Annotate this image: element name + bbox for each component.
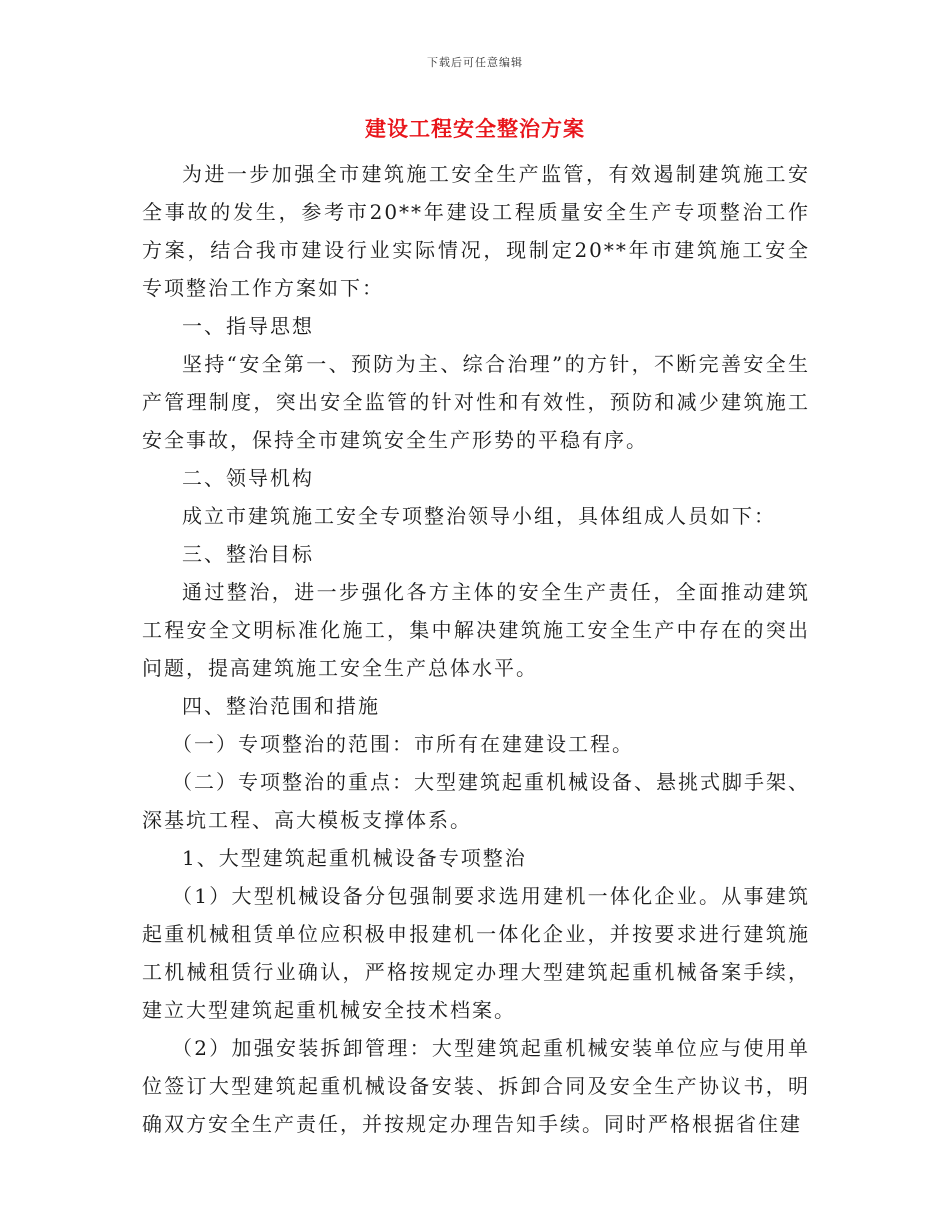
section-heading-goals: 三、整治目标: [182, 542, 314, 566]
page-header-note: 下载后可任意编辑: [427, 56, 523, 69]
document-body: [142, 155, 810, 1143]
paragraph-item-1: （1）大型机械设备分包强制要求选用建机一体化企业。从事建筑起重机械租赁单位应积极申报建机一体化企业，并按要求进行建筑施工机械租赁行业确认，严格按规定办理大型建筑起重机械备案手续，建立大型建筑起重机械安全技术档案。: [142, 884, 810, 1022]
document-title: 建设工程安全整治方案: [365, 116, 585, 141]
paragraph-scope: （一）专项整治的范围：市所有在建建设工程。: [172, 732, 634, 756]
paragraph-guiding-ideology: 坚持“安全第一、预防为主、综合治理”的方针，不断完善安全生产管理制度，突出安全监管的针对性和有效性，预防和减少建筑施工安全事故，保持全市建筑安全生产形势的平稳有序。: [142, 352, 810, 452]
section-heading-guiding-ideology: 一、指导思想: [182, 314, 314, 338]
paragraph-intro: 为进一步加强全市建筑施工安全生产监管，有效遏制建筑施工安全事故的发生，参考市20**年建设工程质量安全生产专项整治工作方案，结合我市建设行业实际情况，现制定20**年市建筑施工安全专项整治工作方案如下：: [142, 162, 810, 300]
subsection-heading-cranes: 1、大型建筑起重机械设备专项整治: [182, 846, 527, 870]
section-heading-leadership: 二、领导机构: [182, 466, 314, 490]
paragraph-item-2: （2）加强安装拆卸管理：大型建筑起重机械安装单位应与使用单位签订大型建筑起重机械设备安装、拆卸合同及安全生产协议书，明确双方安全生产责任，并按规定办理告知手续。同时严格根据省住建: [142, 1036, 810, 1136]
section-heading-scope-measures: 四、整治范围和措施: [182, 694, 380, 718]
paragraph-goals: 通过整治，进一步强化各方主体的安全生产责任，全面推动建筑工程安全文明标准化施工，集中解决建筑施工安全生产中存在的突出问题，提高建筑施工安全生产总体水平。: [142, 580, 810, 680]
paragraph-focus: （二）专项整治的重点：大型建筑起重机械设备、悬挑式脚手架、深基坑工程、高大模板支撑体系。: [142, 770, 810, 832]
paragraph-leadership: 成立市建筑施工安全专项整治领导小组，具体组成人员如下：: [182, 504, 776, 528]
